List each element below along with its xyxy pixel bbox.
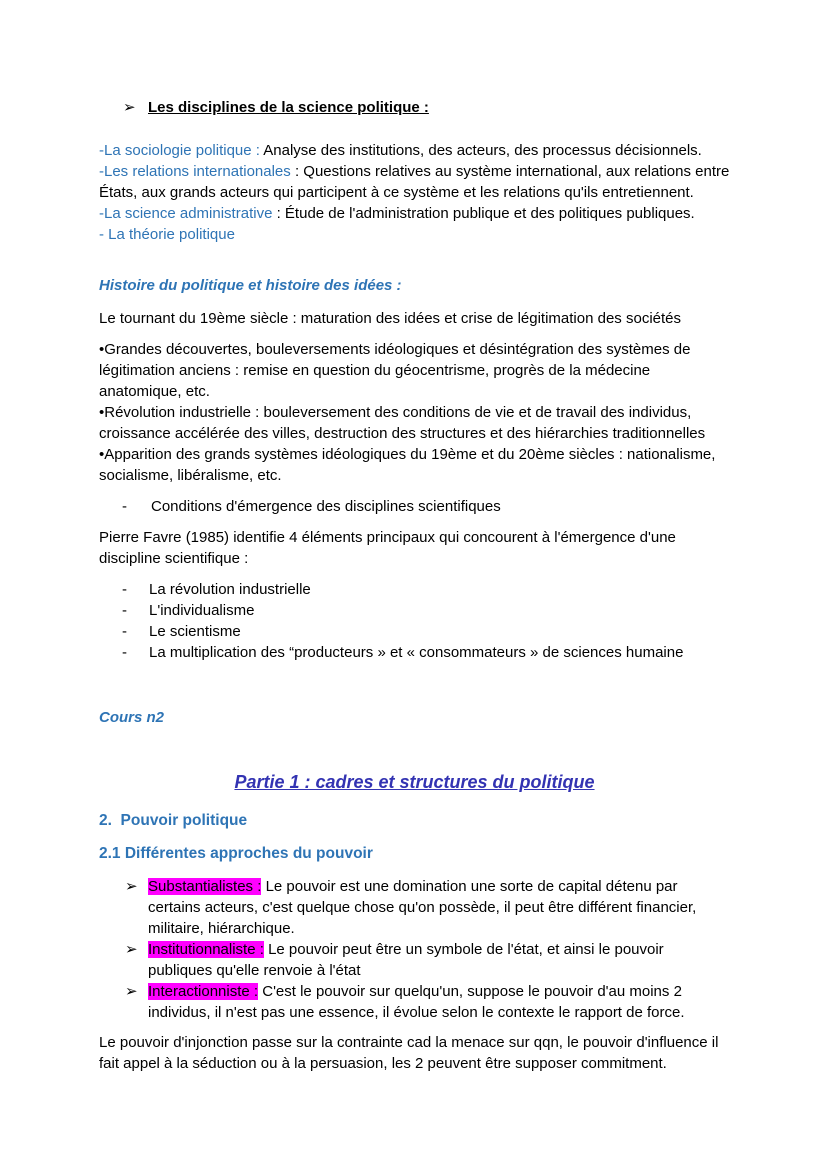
discipline-term: -La sociologie politique :	[99, 142, 260, 159]
approach-term-highlighted: Substantialistes :	[148, 878, 262, 895]
conditions-list-item	[120, 496, 730, 517]
bullet-paragraph: •Révolution industrielle : bouleversement des conditions de vie et de travail des individus, croissance accélérée des villes, destruction des structures et des hiérarchies traditionnelles	[99, 404, 706, 442]
dash-marker: -	[122, 644, 127, 661]
approach-desc: Le pouvoir est une domination une sorte de capital détenu par certains acteurs, c'est quelque chose qu'on possède, il peut être différent financier, militaire, hiérarchique.	[148, 878, 697, 937]
discipline-term: -La science administrative	[99, 205, 273, 222]
arrow-bullet-icon: ➢	[125, 941, 138, 958]
tournant-paragraph: Le tournant du 19ème siècle : maturation des idées et crise de légitimation des sociétés	[99, 310, 681, 327]
dash-marker: -	[122, 623, 127, 640]
section-2-heading: 2. Pouvoir politique	[99, 812, 248, 829]
section-heading-disciplines	[123, 97, 730, 118]
arrow-bullet-icon: ➢	[125, 878, 138, 895]
partie-heading: Partie 1 : cadres et structures du politique	[234, 772, 595, 792]
favre-paragraph: Pierre Favre (1985) identifie 4 éléments principaux qui concourent à l'émergence d'une discipline scientifique :	[99, 529, 676, 567]
favre-list	[120, 579, 730, 663]
list-item-text: La multiplication des “producteurs » et « consommateurs » de sciences humaine	[149, 644, 684, 661]
discipline-term: - La théorie politique	[99, 226, 235, 243]
dash-marker: -	[122, 498, 127, 515]
approach-item	[125, 939, 730, 981]
closing-paragraph: Le pouvoir d'injonction passe sur la contrainte cad la menace sur qqn, le pouvoir d'influence il fait appel à la séduction ou à la persuasion, les 2 peuvent être supposer commitment.	[99, 1034, 719, 1072]
approach-term-highlighted: Institutionnaliste :	[148, 941, 264, 958]
dash-marker: -	[122, 602, 127, 619]
bullet-paragraphs	[99, 339, 730, 486]
section-heading-text: Les disciplines de la science politique :	[148, 99, 429, 116]
conditions-text: Conditions d'émergence des disciplines scientifiques	[151, 498, 501, 515]
dash-marker: -	[122, 581, 127, 598]
approach-desc: C'est le pouvoir sur quelqu'un, suppose le pouvoir d'au moins 2 individus, il n'est pas une essence, il évolue selon le contexte le rapport de force.	[148, 983, 685, 1021]
cours-heading: Cours n2	[99, 709, 165, 726]
list-item-text: Le scientisme	[149, 623, 241, 640]
list-item-text: L'individualisme	[149, 602, 255, 619]
discipline-term: -Les relations internationales	[99, 163, 291, 180]
approach-item	[125, 981, 730, 1023]
histoire-heading: Histoire du politique et histoire des idées :	[99, 277, 402, 294]
approach-desc: Le pouvoir peut être un symbole de l'état, et ainsi le pouvoir publiques qu'elle renvoie à l'état	[148, 941, 664, 979]
discipline-line	[99, 224, 730, 245]
arrow-bullet-icon: ➢	[125, 983, 138, 1000]
bullet-paragraph: •Grandes découvertes, bouleversements idéologiques et désintégration des systèmes de légitimation anciens : remise en question du géocentrisme, progrès de la médecine anatomique, etc.	[99, 341, 691, 400]
list-item	[120, 600, 730, 621]
disciplines-list	[99, 140, 730, 245]
arrow-bullet-icon: ➢	[123, 99, 136, 116]
discipline-desc: : Étude de l'administration publique et des politiques publiques.	[272, 205, 695, 222]
approaches-list	[125, 876, 730, 1023]
section-2-1-heading: 2.1 Différentes approches du pouvoir	[99, 845, 373, 862]
approach-text	[148, 939, 730, 981]
list-item	[120, 642, 730, 663]
approach-text	[148, 876, 730, 939]
approach-term-highlighted: Interactionniste :	[148, 983, 259, 1000]
discipline-desc: Analyse des institutions, des acteurs, des processus décisionnels.	[259, 142, 702, 159]
list-item-text: La révolution industrielle	[149, 581, 311, 598]
list-item	[120, 579, 730, 600]
discipline-desc: : Questions relatives au système international, aux relations entre États, aux grands acteurs qui participent à ce système et les relations qu'ils entretiennent.	[99, 163, 730, 201]
discipline-line	[99, 140, 730, 161]
bullet-paragraph: •Apparition des grands systèmes idéologiques du 19ème et du 20ème siècles : nationalisme, socialisme, libéralisme, etc.	[99, 446, 716, 484]
discipline-line	[99, 161, 730, 203]
approach-item	[125, 876, 730, 939]
list-item	[120, 621, 730, 642]
discipline-line	[99, 203, 730, 224]
approach-text	[148, 981, 730, 1023]
